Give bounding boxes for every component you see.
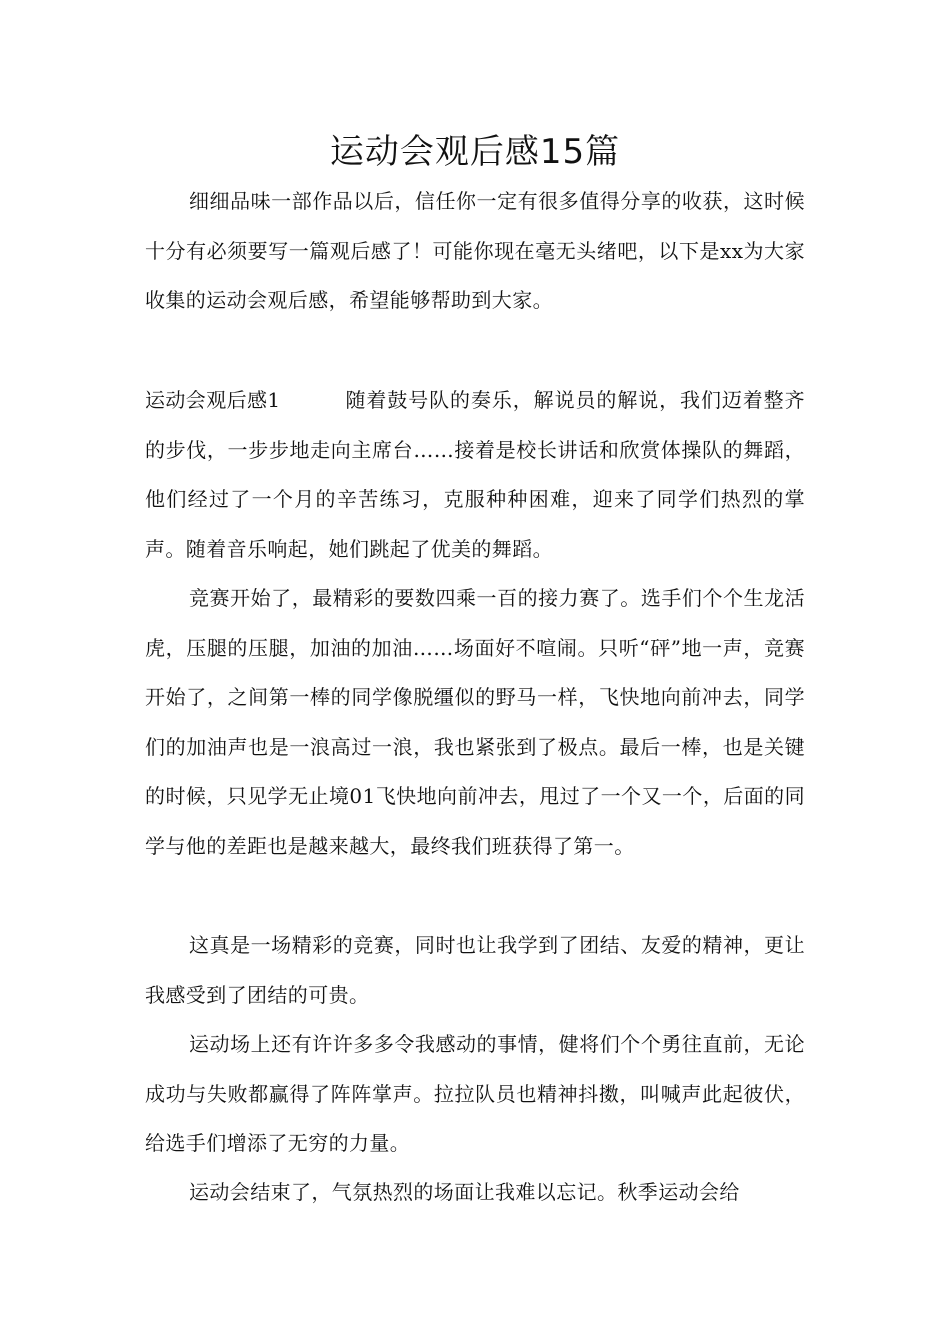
paragraph-5: 运动会结束了，气氛热烈的场面让我难以忘记。秋季运动会给 bbox=[189, 1180, 740, 1204]
paragraph-1-text: 随着鼓号队的奏乐，解说员的解说，我们迈着整齐的步伐，一步步地走向主席台……接着是校长讲话和欣赏体操队的舞蹈，他们经过了一个月的辛苦练习，克服种种困难，迎来了同学们热烈的掌声。随着音乐响起，她们跳起了优美的舞蹈。 bbox=[145, 388, 805, 561]
paragraph-4: 运动场上还有许许多多令我感动的事情，健将们个个勇往直前，无论成功与失败都赢得了阵阵掌声。拉拉队员也精神抖擞，叫喊声此起彼伏，给选手们增添了无穷的力量。 bbox=[145, 1032, 805, 1155]
paragraph-2: 竞赛开始了，最精彩的要数四乘一百的接力赛了。选手们个个生龙活虎，压腿的压腿，加油的加油……场面好不喧闹。只听“砰”地一声，竞赛开始了，之间第一棒的同学像脱缰似的野马一样，飞快地向前冲去，同学们的加油声也是一浪高过一浪，我也紧张到了极点。最后一棒，也是关键的时候，只见学无止境01飞快地向前冲去，甩过了一个又一个，后面的同学与他的差距也是越来越大，最终我们班获得了第一。 bbox=[145, 586, 805, 858]
intro-paragraph: 细细品味一部作品以后，信任你一定有很多值得分享的收获，这时候十分有必须要写一篇观后感了！可能你现在毫无头绪吧，以下是xx为大家收集的运动会观后感，希望能够帮助到大家。 bbox=[145, 189, 805, 312]
section-1-paragraph bbox=[145, 376, 805, 574]
section-heading: 运动会观后感1 bbox=[145, 388, 281, 412]
document-title: 运动会观后感15篇 bbox=[329, 132, 621, 172]
paragraph-3: 这真是一场精彩的竞赛，同时也让我学到了团结、友爱的精神，更让我感受到了团结的可贵。 bbox=[145, 933, 805, 1007]
